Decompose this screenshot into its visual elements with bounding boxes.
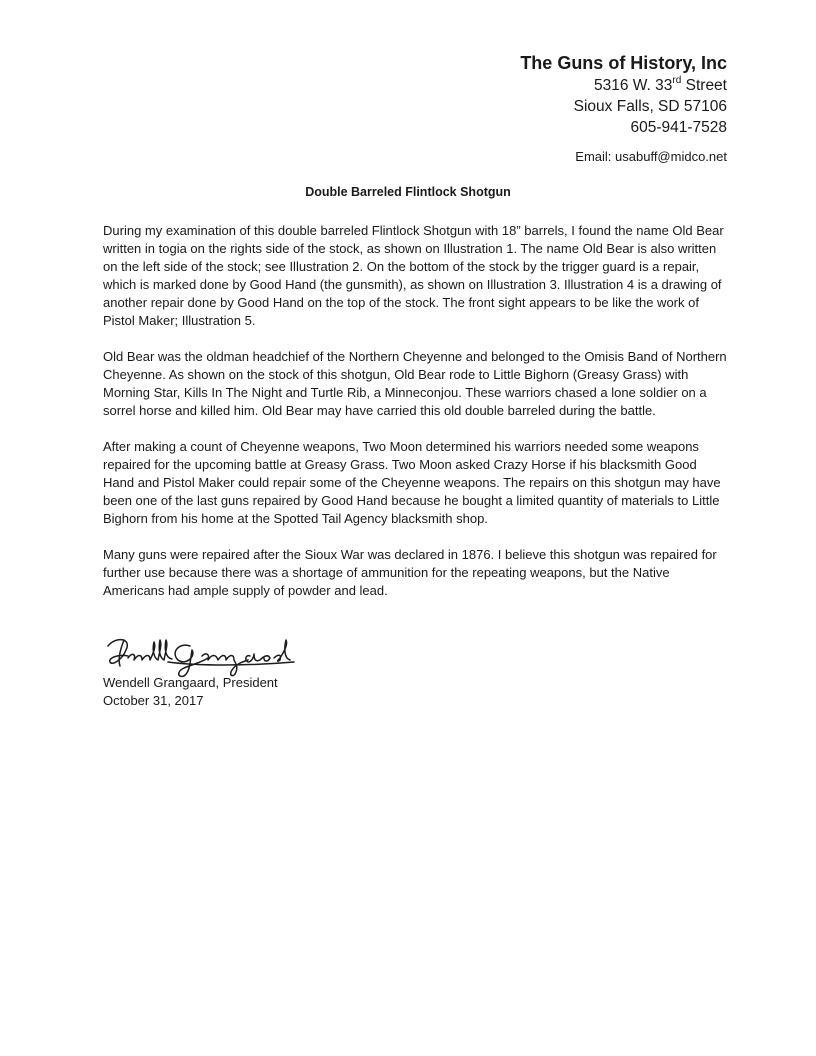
body-paragraph: Old Bear was the oldman headchief of the Northern Cheyenne and belonged to the Omisis Band of Northern Cheyenne. As shown on the stock of this shotgun, Old Bear rode to Little Bighorn (Greasy Grass) with Morning Star, Kills In The Night and Turtle Rib, a Minneconjou. These warriors chased a lone soldier on a sorrel horse and killed him. Old Bear may have carried this old double barreled during the battle. <box>103 349 727 418</box>
street-ordinal-suffix: rd <box>672 74 682 86</box>
letterhead <box>520 52 727 138</box>
email-address: Email: usabuff@midco.net <box>575 149 727 164</box>
signer-name: Wendell Grangaard, President <box>103 675 278 690</box>
company-name: The Guns of History, Inc <box>520 53 727 73</box>
document-title: Double Barreled Flintlock Shotgun <box>305 185 511 199</box>
street-address-name: Street <box>681 77 727 94</box>
body-paragraph: After making a count of Cheyenne weapons, Two Moon determined his warriors needed some weapons repaired for the upcoming battle at Greasy Grass. Two Moon asked Crazy Horse if his blacksmith Good Hand and Pistol Maker could repair some of the Cheyenne weapons. The repairs on this shotgun may have been one of the last guns repaired by Good Hand because he bought a limited quantity of materials to Little Bighorn from his home at the Spotted Tail Agency blacksmith shop. <box>103 439 721 526</box>
body-paragraph: During my examination of this double barreled Flintlock Shotgun with 18” barrels, I found the name Old Bear written in togia on the rights side of the stock, as shown on Illustration 1. The name Old Bear is also written on the left side of the stock; see Illustration 2. On the bottom of the stock by the trigger guard is a repair, which is marked done by Good Hand (the gunsmith), as shown on Illustration 3. Illustration 4 is a drawing of another repair done by Good Hand on the top of the stock. The front sight appears to be like the work of Pistol Maker; Illustration 5. <box>103 223 724 328</box>
street-address <box>520 75 727 96</box>
street-address-number: 5316 W. 33 <box>594 77 673 94</box>
letter-date: October 31, 2017 <box>103 693 204 708</box>
phone-number: 605-941-7528 <box>630 119 727 136</box>
handwritten-signature <box>98 632 308 680</box>
city-state-zip: Sioux Falls, SD 57106 <box>573 98 727 115</box>
signature-block <box>103 674 278 710</box>
body-paragraph: Many guns were repaired after the Sioux War was declared in 1876. I believe this shotgun was repaired for further use because there was a shortage of ammunition for the repeating weapons, but the Native Americans had ample supply of powder and lead. <box>103 547 717 598</box>
letter-body <box>103 222 728 618</box>
